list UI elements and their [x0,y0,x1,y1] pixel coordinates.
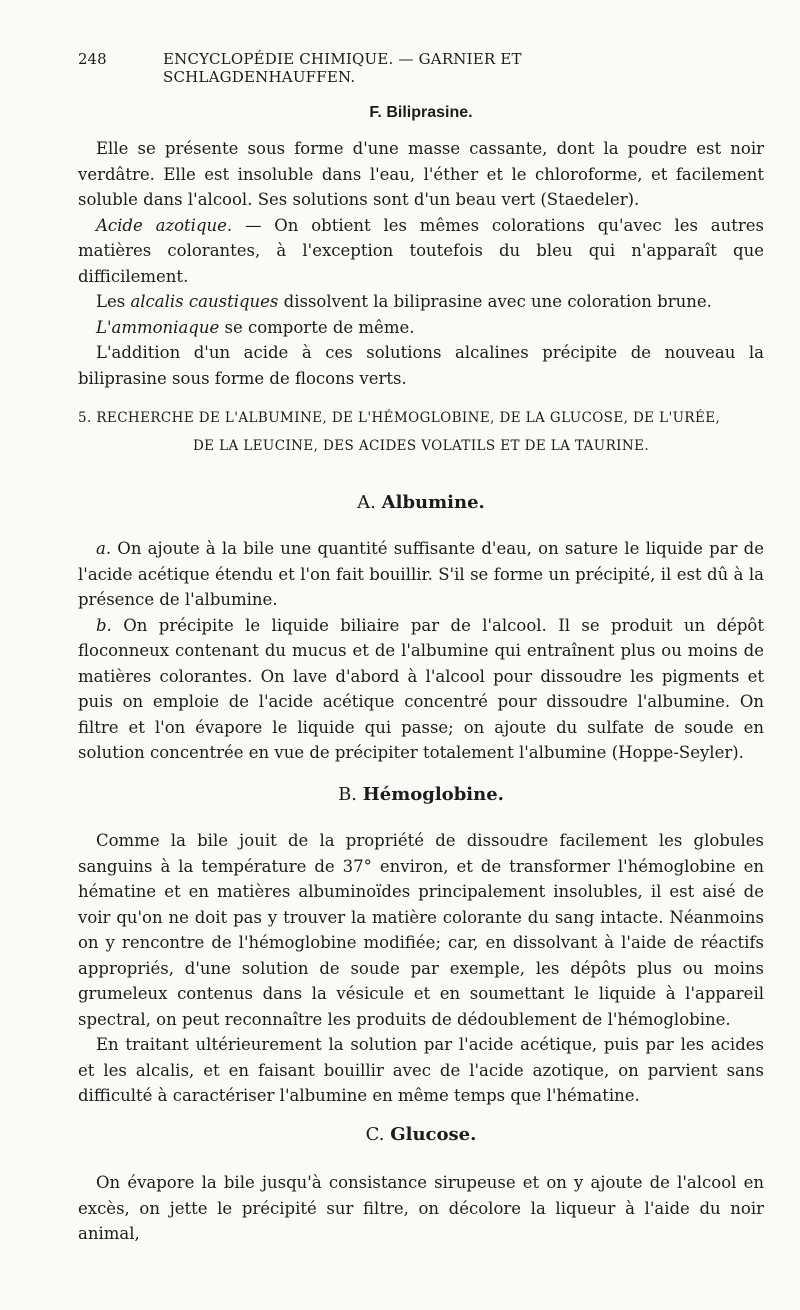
hemoglobine-body [78,828,764,1109]
glucose-body [78,1170,764,1247]
paragraph: b. On précipite le liquide biliaire par de l'alcool. Il se produit un dépôt floconneux contenant du mucus et de l'albumine qui entraînent plus ou moins de matières colorantes. On lave d'abord à l'alcool pour dissoudre les pigments et puis on emploie de l'acide acétique concentré pour dissoudre l'albumine. On filtre et l'on évapore le liquide qui passe; on ajoute du sulfate de soude en solution concentrée en vue de précipiter totalement l'albumine (Hoppe-Seyler). [78,615,764,762]
term-acide-azotique: Acide azotique. [96,215,233,235]
running-title: ENCYCLOPÉDIE CHIMIQUE. — GARNIER ET SCHLAGDENHAUFFEN. [163,50,522,86]
paragraph: Acide azotique. — On obtient les mêmes colorations qu'avec les autres matières colorantes, à l'exception toutefois du bleu qui n'apparaît que difficilement. [78,215,765,286]
heading-albumine: A. Albumine. [357,492,485,513]
paragraph: Les alcalis caustiques dissolvent la biliprasine avec une coloration brune. [96,292,712,311]
page-number: 248 [78,50,107,68]
term-alcalis: alcalis caustiques [130,292,279,311]
paragraph: Elle se présente sous forme d'une masse cassante, dont la poudre est noir verdâtre. Elle est insoluble dans l'eau, l'éther et le chloroforme, et facilement soluble dans l'alcool. Ses solutions sont d'un beau vert (Staedeler). [78,139,764,209]
paragraph: a. On ajoute à la bile une quantité suffisante d'eau, on sature le liquide par de l'acide acétique étendu et l'on fait bouillir. S'il se forme un précipité, il est dû à la présence de l'albumine. [78,539,764,609]
heading-biliprasine: F. Biliprasine. [369,104,473,121]
albumine-body [78,536,764,766]
section-5-line-1: 5. RECHERCHE DE L'ALBUMINE, DE L'HÉMOGLOBINE, DE LA GLUCOSE, DE L'URÉE, [78,410,721,426]
paragraph: L'ammoniaque se comporte de même. [96,317,415,337]
heading-glucose: C. Glucose. [365,1124,477,1145]
paragraph: On évapore la bile jusqu'à consistance sirupeuse et on y ajoute de l'alcool en excès, on jette le précipité sur filtre, on décolore la liqueur à l'aide du noir animal, [78,1173,764,1243]
running-header [78,50,678,86]
heading-hemoglobine: B. Hémoglobine. [338,784,504,805]
term-ammoniaque: L'ammoniaque [96,317,220,337]
paragraph: Comme la bile jouit de la propriété de dissoudre facilement les globules sanguins à la température de 37° environ, et de transformer l'hémoglobine en hématine et en matières albuminoïdes principalement insolubles, il est aisé de voir qu'on ne doit pas y trouver la matière colorante du sang intacte. Néanmoins on y rencontre de l'hémoglobine modifiée; car, en dissolvant à l'aide de réactifs appropriés, d'une solution de soude par exemple, les dépôts plus ou moins grumeleux contenus dans la vésicule et en soumettant le liquide à l'appareil spectral, on peut reconnaître les produits de dédoublement de l'hémoglobine. [78,831,764,1029]
section-5-line-2: DE LA LEUCINE, DES ACIDES VOLATILS ET DE LA TAURINE. [192,438,650,454]
section-5-title [78,404,764,460]
paragraph: En traitant ultérieurement la solution par l'acide acétique, puis par les acides et les alcalis, et en faisant bouillir avec de l'acide azotique, on parvient sans difficulté à caractériser l'albumine en même temps que l'hématine. [78,1035,764,1105]
paragraph: L'addition d'un acide à ces solutions alcalines précipite de nouveau la biliprasine sous forme de flocons verts. [78,343,764,388]
biliprasine-body [78,136,764,391]
